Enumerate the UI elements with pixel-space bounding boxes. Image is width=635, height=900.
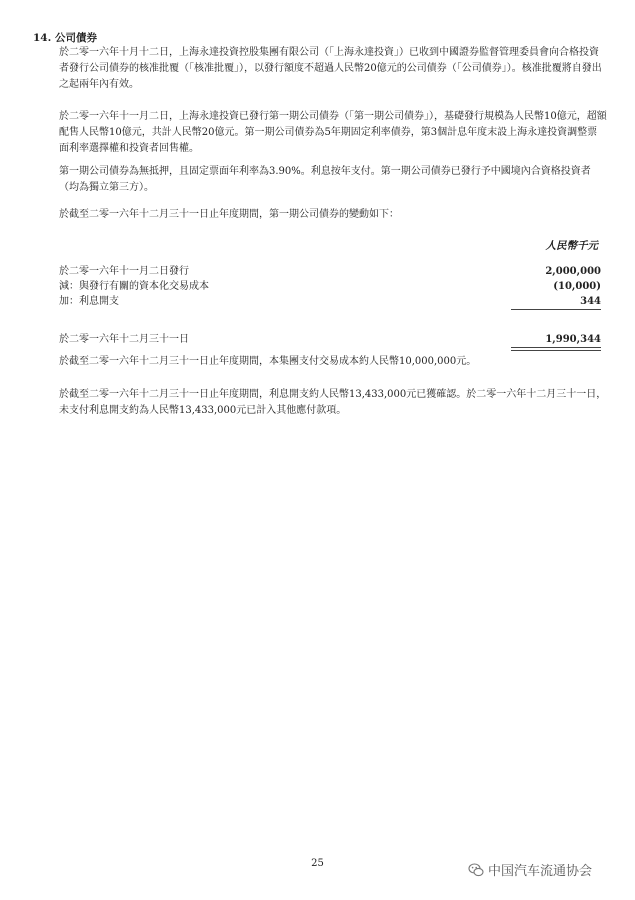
- page-number: 25: [311, 858, 324, 869]
- paragraph-interest: 於截至二零一六年十二月三十一日止年度期間，利息開支約人民幣13,433,000元已獲確認。於二零一六年十二月三十一日，未支付利息開支約為人民幣13,433,000元已計入其他應付款項。: [59, 389, 607, 416]
- table-row: [59, 262, 601, 277]
- wechat-icon: [468, 862, 484, 878]
- row-value: 2,000,000: [545, 266, 601, 277]
- section-title: 公司債券: [55, 32, 97, 44]
- paragraph-issuance: 於二零一六年十一月二日，上海永達投資已發行第一期公司債券（「第一期公司債券」），基礎發行規模為人民幣10億元，超額配售人民幣10億元，共計人民幣20億元。第一期公司債券為5年期固定利率債券，第3個計息年度末設上海永達投資調整票面利率選擇權和投資者回售權。: [59, 111, 607, 154]
- bond-movement-table: [59, 262, 601, 351]
- table-total-row: [59, 330, 601, 345]
- watermark: [468, 860, 592, 879]
- paragraph-approval: 於二零一六年十月十二日，上海永達投資控股集團有限公司（「上海永達投資」）已收到中國證券監督管理委員會向合格投資者發行公司債券的核准批覆（「核准批覆」），以發行額度不超過人民幣20億元的公司債券（「公司債券」）。核准批覆將自發出之起兩年內有效。: [59, 47, 602, 90]
- total-double-rule: [511, 347, 601, 351]
- paragraph-movement-intro: 於截至二零一六年十二月三十一日止年度期間，第一期公司債券的變動如下：: [59, 209, 399, 220]
- row-label: 於二零一六年十一月二日發行: [59, 266, 189, 277]
- row-label: 加：利息開支: [59, 296, 119, 307]
- row-value: 344: [580, 296, 601, 307]
- section-heading: [33, 30, 97, 45]
- row-value: (10,000): [553, 281, 601, 292]
- table-row: [59, 277, 601, 292]
- paragraph-terms: 第一期公司債券為無抵押，且固定票面年利率為3.90%。利息按年支付。第一期公司債券已發行予中國境內合資格投資者（均為獨立第三方）。: [59, 166, 591, 193]
- paragraph-transaction-cost: 於截至二零一六年十二月三十一日止年度期間，本集團支付交易成本約人民幣10,000,000元。: [59, 356, 477, 367]
- row-label: 減：與發行有關的資本化交易成本: [59, 281, 209, 292]
- section-number: 14.: [33, 32, 52, 44]
- subtotal-rule: [511, 309, 601, 310]
- table-unit-label: 人民幣千元: [545, 240, 598, 252]
- watermark-text: 中国汽车流通协会: [488, 864, 593, 879]
- total-label: 於二零一六年十二月三十一日: [59, 334, 189, 345]
- table-row: [59, 292, 601, 307]
- total-value: 1,990,344: [545, 334, 601, 345]
